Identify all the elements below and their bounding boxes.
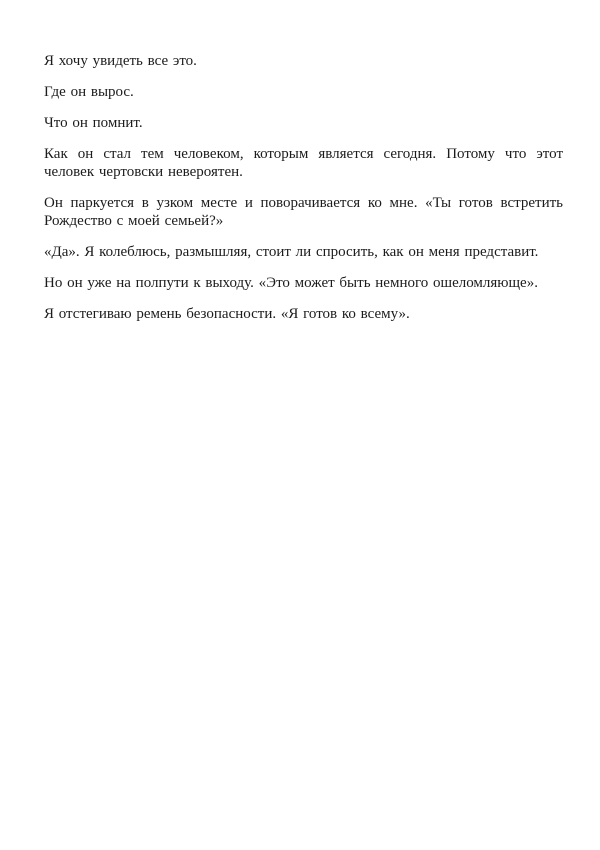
paragraph: Как он стал тем человеком, которым является сегодня. Потому что этот человек чертовски невероятен.: [44, 146, 563, 180]
paragraph: Я хочу увидеть все это.: [44, 53, 197, 69]
paragraph: Я отстегиваю ремень безопасности. «Я готов ко всему».: [44, 306, 410, 322]
paragraph: Но он уже на полпути к выходу. «Это может быть немного ошеломляюще».: [44, 275, 538, 291]
paragraph: Он паркуется в узком месте и поворачивается ко мне. «Ты готов встретить Рождество с моей семьей?»: [44, 195, 563, 229]
paragraph: Что он помнит.: [44, 115, 143, 131]
paragraph: Где он вырос.: [44, 84, 134, 100]
paragraph: «Да». Я колеблюсь, размышляя, стоит ли спросить, как он меня представит.: [44, 244, 539, 260]
